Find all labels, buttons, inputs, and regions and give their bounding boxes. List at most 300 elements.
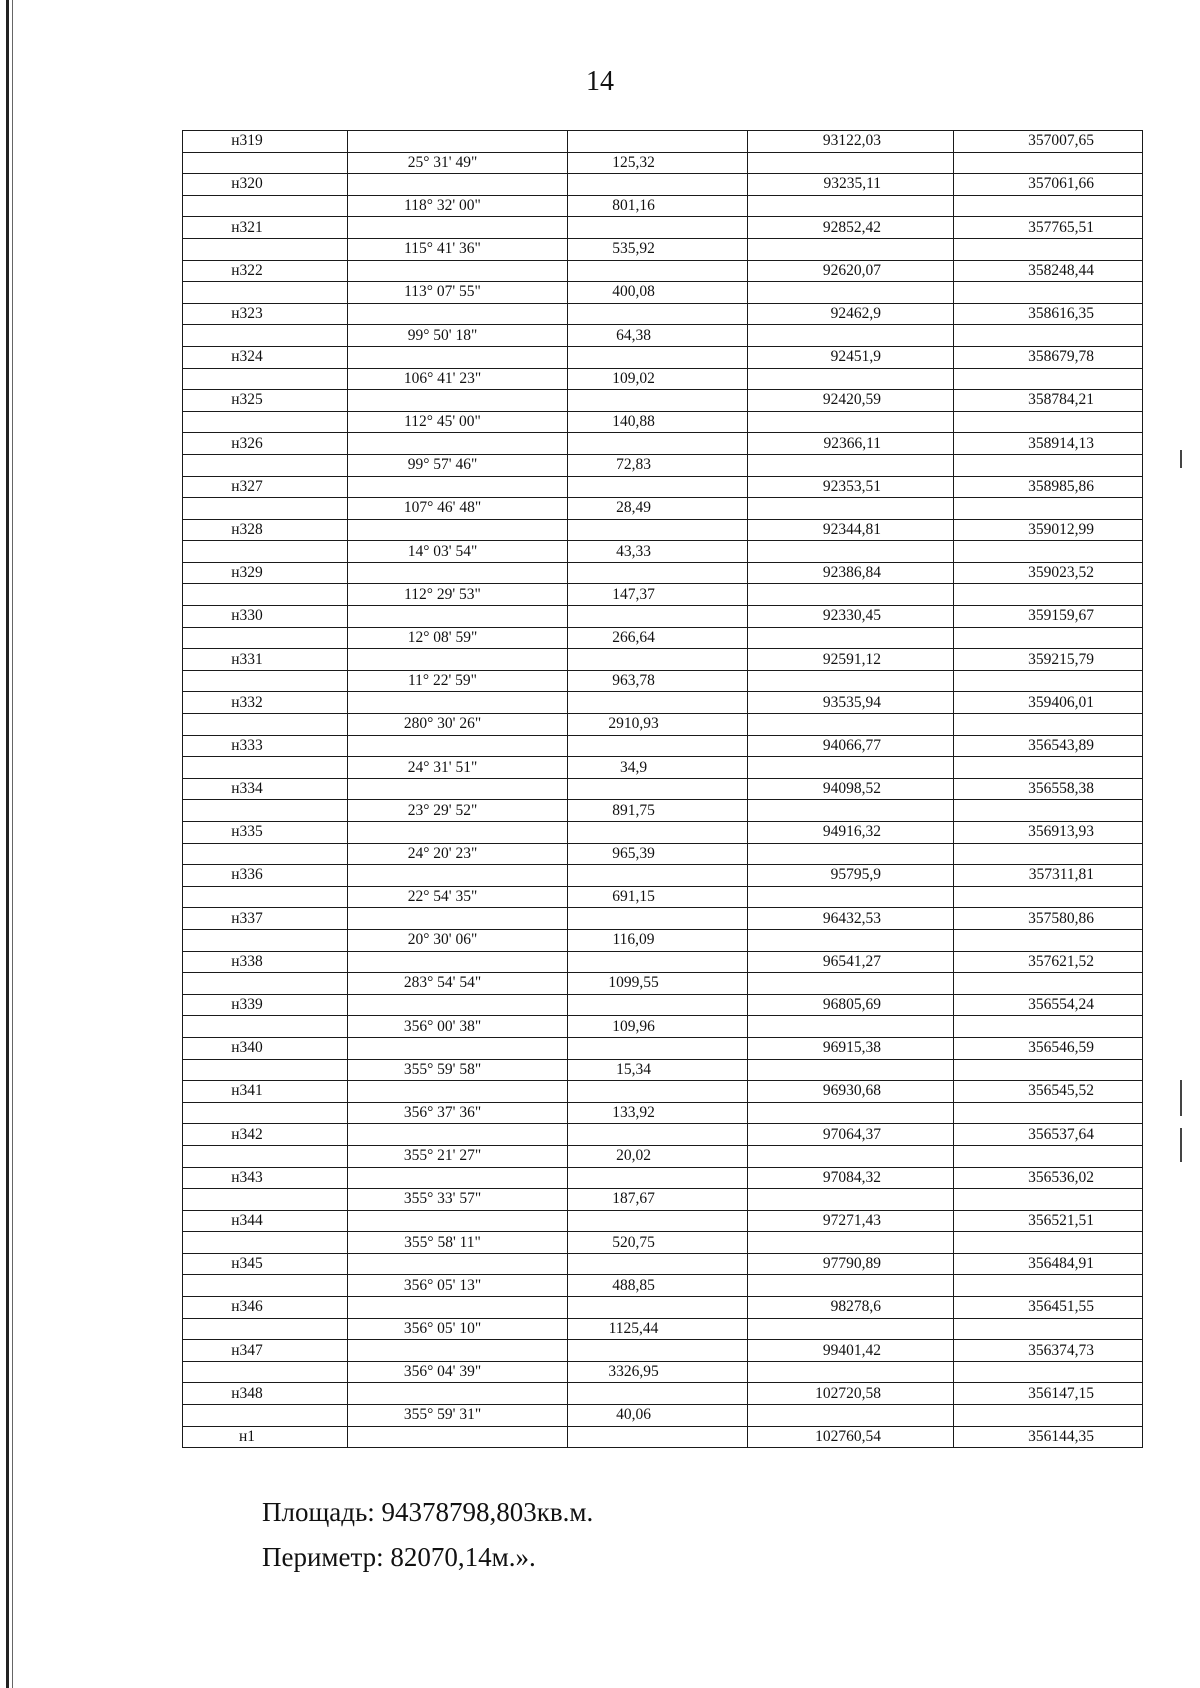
y-coordinate-cell — [954, 238, 1143, 260]
distance-cell: 140,88 — [568, 411, 748, 433]
point-row — [183, 476, 1143, 498]
distance-cell: 133,92 — [568, 1102, 748, 1124]
point-cell — [183, 368, 348, 390]
x-coordinate-cell: 93535,94 — [748, 692, 954, 714]
y-coordinate-cell: 356536,02 — [954, 1167, 1143, 1189]
angle-cell: 99° 57' 46" — [348, 454, 568, 476]
segment-row — [183, 886, 1143, 908]
point-cell — [183, 1232, 348, 1254]
distance-cell: 109,96 — [568, 1016, 748, 1038]
point-row — [183, 1124, 1143, 1146]
y-coordinate-cell — [954, 1318, 1143, 1340]
angle-cell — [348, 692, 568, 714]
distance-cell: 801,16 — [568, 195, 748, 217]
distance-cell: 400,08 — [568, 282, 748, 304]
distance-cell — [568, 1037, 748, 1059]
distance-cell — [568, 994, 748, 1016]
angle-cell: 22° 54' 35" — [348, 886, 568, 908]
segment-row — [183, 411, 1143, 433]
point-cell — [183, 1405, 348, 1427]
segment-row — [183, 238, 1143, 260]
y-coordinate-cell — [954, 325, 1143, 347]
point-row — [183, 433, 1143, 455]
point-cell — [183, 325, 348, 347]
coordinates-table — [182, 130, 1143, 1448]
point-cell — [183, 714, 348, 736]
x-coordinate-cell — [748, 152, 954, 174]
x-coordinate-cell: 102720,58 — [748, 1383, 954, 1405]
y-coordinate-cell — [954, 1361, 1143, 1383]
y-coordinate-cell — [954, 627, 1143, 649]
x-coordinate-cell: 94098,52 — [748, 778, 954, 800]
y-coordinate-cell: 358985,86 — [954, 476, 1143, 498]
x-coordinate-cell: 93122,03 — [748, 131, 954, 153]
y-coordinate-cell: 356546,59 — [954, 1037, 1143, 1059]
y-coordinate-cell — [954, 195, 1143, 217]
angle-cell: 355° 33' 57" — [348, 1189, 568, 1211]
segment-row — [183, 1059, 1143, 1081]
distance-cell: 147,37 — [568, 584, 748, 606]
segment-row — [183, 454, 1143, 476]
point-cell: н340 — [183, 1037, 348, 1059]
angle-cell — [348, 606, 568, 628]
angle-cell — [348, 519, 568, 541]
distance-cell — [568, 951, 748, 973]
point-row — [183, 519, 1143, 541]
y-coordinate-cell — [954, 282, 1143, 304]
distance-cell: 3326,95 — [568, 1361, 748, 1383]
x-coordinate-cell — [748, 627, 954, 649]
point-cell: н343 — [183, 1167, 348, 1189]
x-coordinate-cell: 97084,32 — [748, 1167, 954, 1189]
x-coordinate-cell: 92591,12 — [748, 649, 954, 671]
y-coordinate-cell: 356543,89 — [954, 735, 1143, 757]
y-coordinate-cell: 357621,52 — [954, 951, 1143, 973]
x-coordinate-cell — [748, 929, 954, 951]
distance-cell — [568, 174, 748, 196]
y-coordinate-cell: 356451,55 — [954, 1297, 1143, 1319]
point-row — [183, 174, 1143, 196]
angle-cell: 356° 00' 38" — [348, 1016, 568, 1038]
x-coordinate-cell: 92852,42 — [748, 217, 954, 239]
y-coordinate-cell — [954, 886, 1143, 908]
margin-mark — [1180, 1128, 1182, 1162]
point-cell — [183, 152, 348, 174]
x-coordinate-cell: 94916,32 — [748, 822, 954, 844]
distance-cell: 72,83 — [568, 454, 748, 476]
angle-cell — [348, 131, 568, 153]
segment-row — [183, 929, 1143, 951]
segment-row — [183, 498, 1143, 520]
distance-cell: 64,38 — [568, 325, 748, 347]
distance-cell: 1125,44 — [568, 1318, 748, 1340]
x-coordinate-cell — [748, 1016, 954, 1038]
angle-cell: 356° 37' 36" — [348, 1102, 568, 1124]
distance-cell: 691,15 — [568, 886, 748, 908]
point-cell: н331 — [183, 649, 348, 671]
point-row — [183, 1426, 1143, 1448]
x-coordinate-cell — [748, 1318, 954, 1340]
point-row — [183, 778, 1143, 800]
angle-cell — [348, 260, 568, 282]
y-coordinate-cell: 356147,15 — [954, 1383, 1143, 1405]
segment-row — [183, 325, 1143, 347]
distance-cell — [568, 519, 748, 541]
distance-cell: 488,85 — [568, 1275, 748, 1297]
distance-cell: 2910,93 — [568, 714, 748, 736]
x-coordinate-cell — [748, 1232, 954, 1254]
distance-cell: 963,78 — [568, 670, 748, 692]
distance-cell: 266,64 — [568, 627, 748, 649]
x-coordinate-cell — [748, 1102, 954, 1124]
segment-row — [183, 843, 1143, 865]
x-coordinate-cell: 92420,59 — [748, 390, 954, 412]
distance-cell: 43,33 — [568, 541, 748, 563]
distance-cell: 535,92 — [568, 238, 748, 260]
y-coordinate-cell: 359215,79 — [954, 649, 1143, 671]
angle-cell — [348, 1340, 568, 1362]
angle-cell — [348, 433, 568, 455]
angle-cell: 14° 03' 54" — [348, 541, 568, 563]
angle-cell: 23° 29' 52" — [348, 800, 568, 822]
point-row — [183, 865, 1143, 887]
angle-cell — [348, 1383, 568, 1405]
y-coordinate-cell: 358616,35 — [954, 303, 1143, 325]
point-cell — [183, 757, 348, 779]
point-cell: н336 — [183, 865, 348, 887]
angle-cell: 24° 31' 51" — [348, 757, 568, 779]
angle-cell — [348, 1426, 568, 1448]
point-row — [183, 1340, 1143, 1362]
x-coordinate-cell — [748, 584, 954, 606]
segment-row — [183, 282, 1143, 304]
point-cell — [183, 627, 348, 649]
angle-cell — [348, 1124, 568, 1146]
segment-row — [183, 1145, 1143, 1167]
point-row — [183, 1037, 1143, 1059]
distance-cell — [568, 822, 748, 844]
point-cell: н344 — [183, 1210, 348, 1232]
coordinates-table-body — [183, 131, 1143, 1448]
distance-cell — [568, 735, 748, 757]
segment-row — [183, 800, 1143, 822]
angle-cell: 115° 41' 36" — [348, 238, 568, 260]
distance-cell — [568, 131, 748, 153]
x-coordinate-cell: 95795,9 — [748, 865, 954, 887]
y-coordinate-cell: 359406,01 — [954, 692, 1143, 714]
distance-cell — [568, 1426, 748, 1448]
x-coordinate-cell — [748, 238, 954, 260]
point-cell: н321 — [183, 217, 348, 239]
x-coordinate-cell — [748, 454, 954, 476]
point-cell: н345 — [183, 1253, 348, 1275]
y-coordinate-cell: 359159,67 — [954, 606, 1143, 628]
point-cell: н325 — [183, 390, 348, 412]
x-coordinate-cell: 96915,38 — [748, 1037, 954, 1059]
y-coordinate-cell: 356521,51 — [954, 1210, 1143, 1232]
angle-cell: 118° 32' 00" — [348, 195, 568, 217]
x-coordinate-cell: 102760,54 — [748, 1426, 954, 1448]
distance-cell — [568, 562, 748, 584]
x-coordinate-cell: 93235,11 — [748, 174, 954, 196]
point-row — [183, 1297, 1143, 1319]
distance-cell — [568, 346, 748, 368]
angle-cell — [348, 908, 568, 930]
y-coordinate-cell: 359023,52 — [954, 562, 1143, 584]
x-coordinate-cell — [748, 195, 954, 217]
x-coordinate-cell — [748, 1405, 954, 1427]
summary — [262, 1490, 593, 1580]
x-coordinate-cell: 97271,43 — [748, 1210, 954, 1232]
segment-row — [183, 973, 1143, 995]
x-coordinate-cell — [748, 1189, 954, 1211]
x-coordinate-cell — [748, 1275, 954, 1297]
point-cell: н330 — [183, 606, 348, 628]
point-row — [183, 606, 1143, 628]
point-cell — [183, 1145, 348, 1167]
y-coordinate-cell — [954, 541, 1143, 563]
point-cell — [183, 973, 348, 995]
distance-cell — [568, 476, 748, 498]
scan-edge-line — [12, 0, 13, 1688]
distance-cell — [568, 1253, 748, 1275]
distance-cell: 34,9 — [568, 757, 748, 779]
segment-row — [183, 670, 1143, 692]
segment-row — [183, 1016, 1143, 1038]
x-coordinate-cell: 92330,45 — [748, 606, 954, 628]
distance-cell: 116,09 — [568, 929, 748, 951]
y-coordinate-cell — [954, 584, 1143, 606]
y-coordinate-cell: 357765,51 — [954, 217, 1143, 239]
distance-cell — [568, 692, 748, 714]
point-cell: н339 — [183, 994, 348, 1016]
angle-cell — [348, 778, 568, 800]
y-coordinate-cell: 357311,81 — [954, 865, 1143, 887]
y-coordinate-cell — [954, 1232, 1143, 1254]
y-coordinate-cell: 356545,52 — [954, 1081, 1143, 1103]
y-coordinate-cell: 356144,35 — [954, 1426, 1143, 1448]
angle-cell: 107° 46' 48" — [348, 498, 568, 520]
segment-row — [183, 1318, 1143, 1340]
distance-cell — [568, 778, 748, 800]
angle-cell — [348, 303, 568, 325]
angle-cell — [348, 649, 568, 671]
y-coordinate-cell: 358679,78 — [954, 346, 1143, 368]
x-coordinate-cell: 96432,53 — [748, 908, 954, 930]
x-coordinate-cell — [748, 368, 954, 390]
x-coordinate-cell: 98278,6 — [748, 1297, 954, 1319]
point-cell — [183, 1016, 348, 1038]
point-cell: н337 — [183, 908, 348, 930]
point-row — [183, 1210, 1143, 1232]
distance-cell: 28,49 — [568, 498, 748, 520]
point-cell: н332 — [183, 692, 348, 714]
distance-cell: 520,75 — [568, 1232, 748, 1254]
distance-cell — [568, 390, 748, 412]
angle-cell: 283° 54' 54" — [348, 973, 568, 995]
x-coordinate-cell: 96805,69 — [748, 994, 954, 1016]
y-coordinate-cell — [954, 973, 1143, 995]
angle-cell — [348, 822, 568, 844]
point-row — [183, 1383, 1143, 1405]
distance-cell — [568, 1167, 748, 1189]
segment-row — [183, 714, 1143, 736]
point-row — [183, 346, 1143, 368]
x-coordinate-cell: 92620,07 — [748, 260, 954, 282]
y-coordinate-cell — [954, 152, 1143, 174]
angle-cell — [348, 994, 568, 1016]
y-coordinate-cell — [954, 1102, 1143, 1124]
y-coordinate-cell: 357580,86 — [954, 908, 1143, 930]
segment-row — [183, 152, 1143, 174]
angle-cell — [348, 1167, 568, 1189]
point-cell: н322 — [183, 260, 348, 282]
y-coordinate-cell: 358914,13 — [954, 433, 1143, 455]
point-row — [183, 649, 1143, 671]
y-coordinate-cell — [954, 714, 1143, 736]
y-coordinate-cell: 357007,65 — [954, 131, 1143, 153]
point-cell: н338 — [183, 951, 348, 973]
y-coordinate-cell — [954, 670, 1143, 692]
point-row — [183, 131, 1143, 153]
point-cell — [183, 929, 348, 951]
distance-cell: 15,34 — [568, 1059, 748, 1081]
segment-row — [183, 195, 1143, 217]
point-cell: н328 — [183, 519, 348, 541]
x-coordinate-cell — [748, 843, 954, 865]
point-cell — [183, 282, 348, 304]
x-coordinate-cell — [748, 670, 954, 692]
angle-cell — [348, 476, 568, 498]
point-row — [183, 692, 1143, 714]
point-cell: н1 — [183, 1426, 348, 1448]
angle-cell — [348, 562, 568, 584]
point-cell: н346 — [183, 1297, 348, 1319]
angle-cell — [348, 174, 568, 196]
segment-row — [183, 1102, 1143, 1124]
perimeter-line: Периметр: 82070,14м.». — [262, 1542, 536, 1572]
area-line: Площадь: 94378798,803кв.м. — [262, 1497, 594, 1527]
segment-row — [183, 1405, 1143, 1427]
point-cell — [183, 670, 348, 692]
point-cell: н327 — [183, 476, 348, 498]
x-coordinate-cell — [748, 1059, 954, 1081]
x-coordinate-cell: 92353,51 — [748, 476, 954, 498]
angle-cell — [348, 1037, 568, 1059]
point-row — [183, 562, 1143, 584]
y-coordinate-cell: 356484,91 — [954, 1253, 1143, 1275]
point-cell: н342 — [183, 1124, 348, 1146]
x-coordinate-cell: 92451,9 — [748, 346, 954, 368]
point-cell: н324 — [183, 346, 348, 368]
segment-row — [183, 1361, 1143, 1383]
margin-mark — [1180, 1080, 1182, 1116]
distance-cell: 40,06 — [568, 1405, 748, 1427]
angle-cell — [348, 1253, 568, 1275]
point-cell — [183, 843, 348, 865]
point-row — [183, 735, 1143, 757]
point-cell — [183, 454, 348, 476]
angle-cell: 280° 30' 26" — [348, 714, 568, 736]
angle-cell: 113° 07' 55" — [348, 282, 568, 304]
x-coordinate-cell: 92366,11 — [748, 433, 954, 455]
point-cell — [183, 238, 348, 260]
y-coordinate-cell — [954, 843, 1143, 865]
point-row — [183, 994, 1143, 1016]
x-coordinate-cell — [748, 411, 954, 433]
distance-cell: 965,39 — [568, 843, 748, 865]
y-coordinate-cell: 356554,24 — [954, 994, 1143, 1016]
point-cell — [183, 1189, 348, 1211]
angle-cell: 11° 22' 59" — [348, 670, 568, 692]
y-coordinate-cell — [954, 1145, 1143, 1167]
distance-cell — [568, 1383, 748, 1405]
y-coordinate-cell: 358784,21 — [954, 390, 1143, 412]
distance-cell — [568, 908, 748, 930]
distance-cell: 891,75 — [568, 800, 748, 822]
angle-cell: 24° 20' 23" — [348, 843, 568, 865]
y-coordinate-cell — [954, 1275, 1143, 1297]
x-coordinate-cell: 99401,42 — [748, 1340, 954, 1362]
y-coordinate-cell — [954, 411, 1143, 433]
point-row — [183, 951, 1143, 973]
y-coordinate-cell — [954, 1189, 1143, 1211]
y-coordinate-cell: 356374,73 — [954, 1340, 1143, 1362]
distance-cell: 187,67 — [568, 1189, 748, 1211]
point-cell — [183, 1275, 348, 1297]
point-row — [183, 1167, 1143, 1189]
point-cell — [183, 411, 348, 433]
angle-cell — [348, 1297, 568, 1319]
x-coordinate-cell — [748, 498, 954, 520]
distance-cell — [568, 1081, 748, 1103]
angle-cell — [348, 346, 568, 368]
point-cell — [183, 1361, 348, 1383]
segment-row — [183, 584, 1143, 606]
point-cell: н348 — [183, 1383, 348, 1405]
x-coordinate-cell — [748, 973, 954, 995]
angle-cell: 356° 05' 13" — [348, 1275, 568, 1297]
angle-cell — [348, 735, 568, 757]
point-row — [183, 303, 1143, 325]
point-cell — [183, 886, 348, 908]
x-coordinate-cell — [748, 325, 954, 347]
x-coordinate-cell — [748, 714, 954, 736]
angle-cell: 112° 45' 00" — [348, 411, 568, 433]
x-coordinate-cell: 96541,27 — [748, 951, 954, 973]
angle-cell: 356° 05' 10" — [348, 1318, 568, 1340]
point-row — [183, 260, 1143, 282]
segment-row — [183, 368, 1143, 390]
x-coordinate-cell: 92386,84 — [748, 562, 954, 584]
angle-cell — [348, 865, 568, 887]
point-cell: н347 — [183, 1340, 348, 1362]
point-cell — [183, 1318, 348, 1340]
point-cell: н333 — [183, 735, 348, 757]
point-cell — [183, 498, 348, 520]
x-coordinate-cell — [748, 757, 954, 779]
point-cell: н319 — [183, 131, 348, 153]
y-coordinate-cell: 356913,93 — [954, 822, 1143, 844]
distance-cell: 1099,55 — [568, 973, 748, 995]
point-row — [183, 1081, 1143, 1103]
y-coordinate-cell: 358248,44 — [954, 260, 1143, 282]
y-coordinate-cell: 356537,64 — [954, 1124, 1143, 1146]
x-coordinate-cell — [748, 1145, 954, 1167]
distance-cell — [568, 1297, 748, 1319]
angle-cell — [348, 217, 568, 239]
distance-cell — [568, 433, 748, 455]
